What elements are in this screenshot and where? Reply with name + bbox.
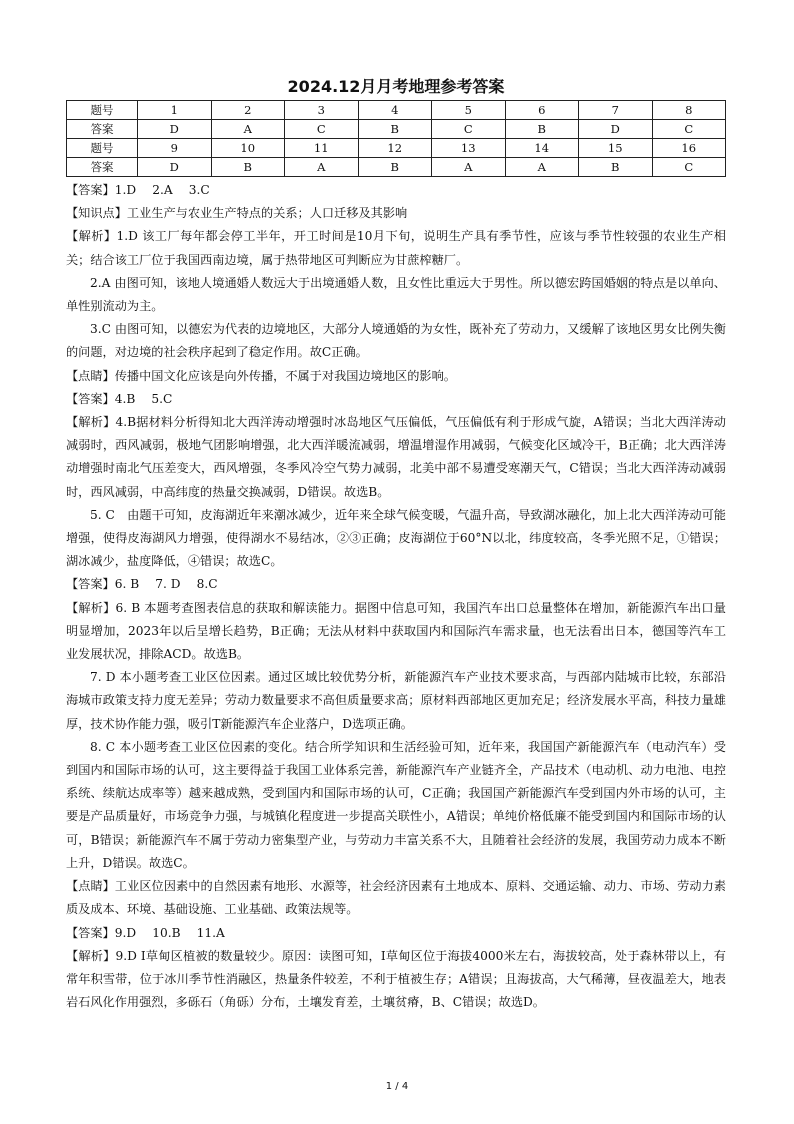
table-cell: 10 (211, 139, 285, 158)
highlight-note: 【点睛】工业区位因素中的自然因素有地形、水源等，社会经济因素有土地成本、原料、交通运输、动力、市场、劳动力素质及成本、环境、基础设施、工业基础、政策法规等。 (66, 879, 726, 917)
table-cell: 8 (652, 101, 726, 120)
table-row (67, 158, 726, 177)
table-cell: 16 (652, 139, 726, 158)
table-cell: C (652, 120, 726, 139)
answer-line: 【答案】4.B 5.C (66, 391, 173, 406)
table-cell: C (285, 120, 359, 139)
table-cell: A (285, 158, 359, 177)
table-cell: 6 (505, 101, 579, 120)
analysis-paragraph: 8. C 本小题考查工业区位因素的变化。结合所学知识和生活经验可知，近年来，我国国产新能源汽车（电动汽车）受到国内和国际市场的认可，这主要得益于我国工业体系完善，新能源汽车产业链齐全，产品技术（电动机、动力电池、电控系统、续航达成率等）越来越成熟，受到国内和国际市场的认可，C正确；我国国产新能源汽车受到国内外市场的认可，主要是产品质量好，市场竞争力强，与城镇化程度进一步提高关联性小，A错误；单纯价格低廉不能受到国内和国际市场的认可，B错误；新能源汽车不属于劳动力密集型产业，与劳动力丰富关系不大，且随着社会经济的发展，我国劳动力成本不断上升，D错误。故选C。 (66, 739, 726, 870)
answer-line: 【答案】9.D 10.B 11.A (66, 925, 225, 940)
table-cell: A (211, 120, 285, 139)
table-row (67, 101, 726, 120)
table-cell: 3 (285, 101, 359, 120)
highlight-note: 【点睛】传播中国文化应该是向外传播，不属于对我国边境地区的影响。 (66, 368, 456, 383)
table-cell: B (358, 120, 432, 139)
row-header-cell: 答案 (67, 120, 138, 139)
table-cell: 11 (285, 139, 359, 158)
table-cell: B (505, 120, 579, 139)
table-cell: 1 (138, 101, 212, 120)
row-header-cell: 答案 (67, 158, 138, 177)
table-cell: A (505, 158, 579, 177)
row-header-cell: 题号 (67, 139, 138, 158)
table-cell: 9 (138, 139, 212, 158)
answer-sheet-page (66, 76, 726, 1014)
table-cell: A (432, 158, 506, 177)
table-row (67, 120, 726, 139)
table-cell: B (211, 158, 285, 177)
explanation-body (66, 179, 726, 1014)
answer-line: 【答案】1.D 2.A 3.C (66, 183, 210, 197)
answer-line: 【答案】6. B 7. D 8.C (66, 577, 218, 592)
analysis-paragraph: 【解析】6. B 本题考查图表信息的获取和解读能力。据图中信息可知，我国汽车出口总量整体在增加，新能源汽车出口量明显增加，2023年以后呈增长趋势，B正确；无法从材料中获取国内和国际汽车需求量，也无法看出日本，德国等汽车工业发展状况，排除ACD。故选B。 (66, 600, 726, 662)
analysis-paragraph: 3.C 由图可知，以德宏为代表的边境地区，大部分人境通婚的为女性，既补充了劳动力，又缓解了该地区男女比例失衡的问题，对边境的社会秩序起到了稳定作用。故C正确。 (66, 322, 726, 360)
table-cell: 5 (432, 101, 506, 120)
page-title: 2024.12月月考地理参考答案 (287, 77, 505, 96)
table-cell: B (358, 158, 432, 177)
analysis-paragraph: 7. D 本小题考查工业区位因素。通过区域比较优势分析，新能源汽车产业技术要求高，与西部内陆城市比较，东部沿海城市政策支持力度无差异；劳动力数量要求不高但质量要求高；原材料西部地区更加充足；经济发展水平高，科技力量雄厚，技术协作能力强，吸引T新能源汽车企业落户，D选项正确。 (66, 670, 726, 731)
knowledge-point: 【知识点】工业生产与农业生产特点的关系；人口迁移及其影响 (66, 206, 408, 221)
table-cell: C (652, 158, 726, 177)
table-cell: D (138, 120, 212, 139)
table-cell: C (432, 120, 506, 139)
table-cell: 15 (579, 139, 653, 158)
table-cell: 14 (505, 139, 579, 158)
table-cell: 7 (579, 101, 653, 120)
table-cell: 4 (358, 101, 432, 120)
analysis-paragraph: 【解析】1.D 该工厂每年都会停工半年，开工时间是10月下旬，说明生产具有季节性，应该与季节性较强的农业生产相关；结合该工厂位于我国西南边境，属于热带地区可判断应为甘蔗榨糖厂。 (66, 229, 726, 267)
analysis-paragraph: 【解析】4.B据材料分析得知北大西洋涛动增强时冰岛地区气压偏低，气压偏低有利于形成气旋，A错误；当北大西洋涛动减弱时，西风减弱，极地气团影响增强，北大西洋暖流减弱，增温增湿作用减弱，气候变化区域冷干，B正确；北大西洋涛动增强时南北气压差变大，西风增强，冬季风冷空气势力减弱，北美中部不易遭受寒潮天气，C错误；当北大西洋涛动减弱时，西风减弱，中高纬度的热量交换减弱，D错误。故选B。 (66, 415, 726, 499)
row-header-cell: 题号 (67, 101, 138, 120)
table-cell: 2 (211, 101, 285, 120)
table-cell: 13 (432, 139, 506, 158)
table-cell: 12 (358, 139, 432, 158)
analysis-paragraph: 2.A 由图可知，该地人境通婚人数远大于出境通婚人数，且女性比重远大于男性。所以德宏跨国婚姻的特点是以单向、单性别流动为主。 (66, 275, 726, 314)
analysis-paragraph: 【解析】9.D Ⅰ草甸区植被的数量较少。原因：读图可知，Ⅰ草甸区位于海拔4000米左右，海拔较高，处于森林带以上，有常年积雪带，位于冰川季节性消融区，热量条件较差，不利于植被生存；A错误；且海拔高，大气稀薄，昼夜温差大，地表岩石风化作用强烈，多砾石（角砾）分布，土壤发育差，土壤贫瘠，B、C错误；故选D。 (66, 948, 726, 1010)
table-cell: D (579, 120, 653, 139)
answer-table (66, 100, 726, 177)
analysis-paragraph: 5. C 由题干可知，皮海湖近年来潮冰减少，近年来全球气候变暖，气温升高，导致湖冰融化，加上北大西洋涛动可能增强，使得皮海湖风力增强，使得湖水不易结冰，②③正确；皮海湖位于60°N以北，纬度较高，冬季光照不足，①错误；湖冰减少，盐度降低，④错误；故选C。 (66, 507, 726, 569)
table-cell: D (138, 158, 212, 177)
table-row (67, 139, 726, 158)
page-number: 1 / 4 (385, 1081, 409, 1092)
table-cell: B (579, 158, 653, 177)
